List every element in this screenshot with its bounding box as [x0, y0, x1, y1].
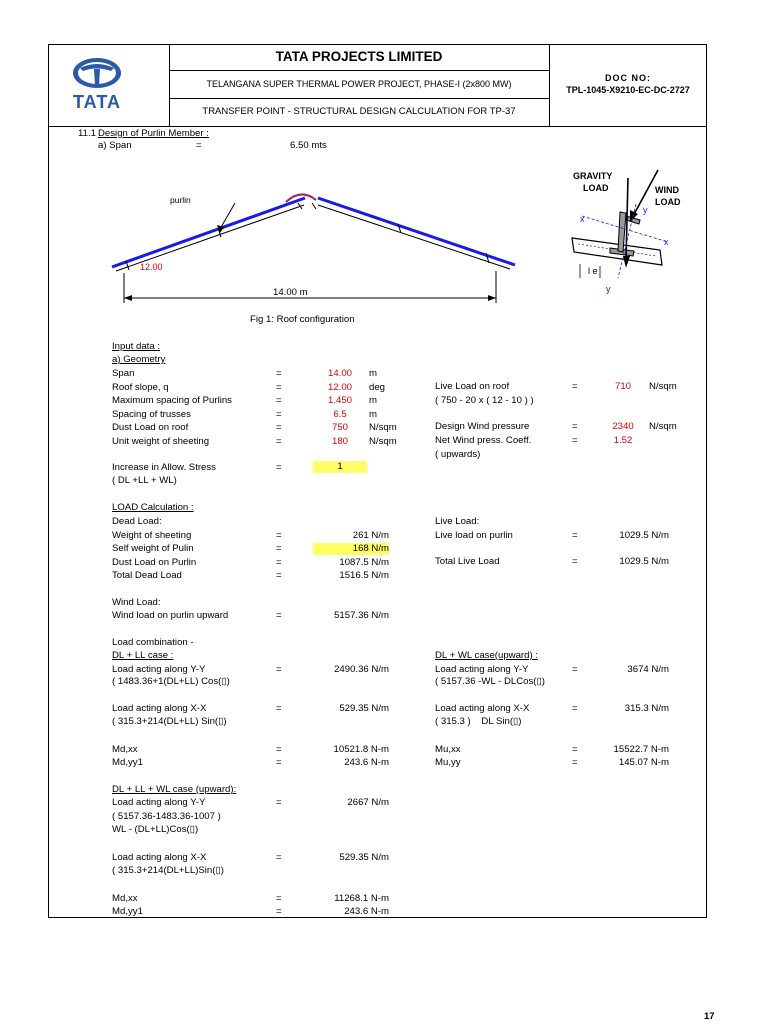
logo-text: TATA: [73, 92, 121, 112]
stress-value: 1: [313, 461, 367, 473]
wind-load-label: LOAD: [655, 197, 681, 207]
dead-load-value: 168 N/m: [313, 543, 389, 555]
dl-wl-muxx-value: 15522.7 N-m: [613, 744, 669, 755]
input-row-unit: m: [369, 408, 377, 420]
input-row-unit: deg: [369, 381, 386, 393]
dead-load-value: 1087.5 N/m: [339, 556, 389, 568]
dead-load-eq: =: [276, 556, 282, 568]
header-bottom-line: [48, 126, 707, 127]
wind-load-value: 5157.36 N/m: [334, 610, 389, 621]
input-row-eq: =: [276, 408, 282, 420]
input-right-eq: =: [572, 421, 578, 432]
section-number: 11.1: [78, 128, 96, 139]
dl-wl-xx-sub: ( 315.3 ) DL Sin(▯): [435, 716, 522, 727]
dl-ll-wl-mdxx-value: 11268.1 N-m: [334, 893, 389, 904]
dl-ll-xx-sub: ( 315.3+214(DL+LL) Sin(▯): [112, 716, 227, 727]
stress-label: Increase in Allow. Stress: [112, 462, 216, 473]
dl-ll-wl-xx-value: 529.35 N/m: [339, 852, 389, 863]
input-row-label: Spacing of trusses: [112, 408, 191, 420]
combo-heading: Load combination -: [112, 637, 194, 648]
input-row-label: Dust Load on roof: [112, 422, 189, 434]
input-right-label: ( upwards): [435, 449, 481, 460]
live-load-eq: =: [572, 556, 578, 567]
input-right-value: 1.52: [613, 435, 633, 446]
le-label: l e: [588, 266, 598, 276]
dl-ll-wl-xx-label: Load acting along X-X: [112, 852, 207, 863]
dl-ll-wl-title: DL + LL + WL case (upward):: [112, 784, 237, 795]
live-load-label: Total Live Load: [435, 556, 500, 567]
dl-ll-wl-xx-eq: =: [276, 852, 282, 863]
dl-ll-mdxx-label: Md,xx: [112, 744, 138, 755]
fig1-caption: Fig 1: Roof configuration: [250, 314, 355, 325]
dl-ll-wl-yy-sub1: ( 5157.36-1483.36-1007 ): [112, 811, 221, 822]
wind-load-eq: =: [276, 610, 282, 621]
section-title: Design of Purlin Member :: [98, 128, 209, 139]
roof-right-rafter: [318, 198, 515, 265]
dead-load-eq: =: [276, 530, 282, 541]
input-row-value: 12.00: [327, 381, 352, 393]
dead-load-label: Weight of sheeting: [112, 530, 192, 541]
live-load-value: 1029.5 N/m: [619, 556, 669, 567]
dl-ll-mdyy-eq: =: [276, 757, 282, 768]
dl-wl-yy-eq: =: [572, 664, 578, 675]
input-right-unit: N/sqm: [649, 421, 677, 432]
input-row-unit: m: [369, 368, 377, 379]
span-label: a) Span: [98, 140, 132, 151]
doc-no-value: TPL-1045-X9210-EC-DC-2727: [566, 85, 690, 95]
input-row-value: 6.5: [333, 408, 347, 420]
stress-eq: =: [276, 462, 282, 473]
span-eq: =: [196, 140, 202, 151]
dl-wl-yy-sub: ( 5157.36 -WL - DLCos(▯): [435, 676, 545, 687]
axis-y-top: y: [643, 205, 648, 215]
dl-ll-yy-label: Load acting along Y-Y: [112, 664, 206, 675]
dl-wl-muyy-eq: =: [572, 757, 578, 768]
wind-label: WIND: [655, 185, 679, 195]
dl-ll-yy-eq: =: [276, 664, 282, 675]
input-row-eq: =: [276, 368, 282, 379]
dl-wl-muyy-label: Mu,yy: [435, 757, 461, 768]
input-row-eq: =: [276, 422, 282, 434]
input-heading: Input data :: [112, 341, 161, 352]
input-row-eq: =: [276, 381, 282, 393]
live-load-value: 1029.5 N/m: [619, 530, 669, 541]
roof-left-rafter: [112, 198, 305, 267]
input-right-label: Design Wind pressure: [435, 421, 530, 432]
dl-wl-muyy-value: 145.07 N-m: [618, 757, 669, 768]
dl-ll-mdyy-value: 243.6 N-m: [344, 757, 389, 768]
document-subject: TRANSFER POINT - STRUCTURAL DESIGN CALCULATION FOR TP-37: [202, 106, 516, 117]
dl-wl-muxx-eq: =: [572, 744, 578, 755]
input-row-label: Maximum spacing of Purlins: [112, 395, 232, 407]
dl-ll-wl-yy-label: Load acting along Y-Y: [112, 797, 206, 808]
load-heading: LOAD Calculation :: [112, 502, 194, 513]
input-row-label: Span: [112, 368, 135, 379]
geometry-heading: a) Geometry: [112, 354, 166, 365]
dl-ll-wl-mdxx-label: Md,xx: [112, 893, 138, 904]
dead-load-label: Total Dead Load: [112, 570, 182, 582]
input-row-eq: =: [276, 436, 282, 447]
dl-ll-mdxx-value: 10521.8 N-m: [333, 744, 389, 755]
input-right-label: Live Load on roof: [435, 381, 510, 392]
input-row-unit: m: [369, 395, 377, 407]
dead-load-eq: =: [276, 570, 282, 582]
input-row-value: 14.00: [327, 368, 352, 379]
roof-width-label: 14.00 m: [273, 287, 308, 298]
dl-ll-wl-xx-sub: ( 315.3+214(DL+LL)Sin(▯): [112, 865, 224, 876]
dl-wl-xx-value: 315.3 N/m: [624, 703, 669, 714]
dead-load-label: Self weight of Pulin: [112, 543, 194, 555]
input-right-value: 710: [614, 381, 631, 392]
page-number: 17: [704, 1011, 715, 1022]
dl-ll-xx-label: Load acting along X-X: [112, 703, 207, 714]
dead-load-label: Dust Load on Purlin: [112, 556, 197, 568]
doc-no-label: DOC NO:: [605, 73, 651, 83]
dl-ll-yy-value: 2490.36 N/m: [334, 664, 389, 675]
live-load-eq: =: [572, 530, 578, 541]
span-value: 6.50 mts: [290, 140, 327, 151]
dl-ll-wl-mdyy-value: 243.6 N-m: [344, 906, 389, 917]
dl-wl-muxx-label: Mu,xx: [435, 744, 461, 755]
dl-ll-mdyy-label: Md,yy1: [112, 757, 143, 768]
dl-ll-wl-mdxx-eq: =: [276, 893, 282, 904]
input-right-value: 2340: [612, 421, 634, 432]
roof-diagram-svg: [100, 185, 530, 305]
dead-load-value: 1516.5 N/m: [339, 570, 389, 582]
gravity-load-label: LOAD: [583, 183, 609, 193]
wind-load-label: Wind load on purlin upward: [112, 610, 229, 621]
input-row-unit: N/sqm: [369, 436, 397, 447]
live-load-label: Live load on purlin: [435, 530, 513, 541]
input-right-eq: =: [572, 435, 578, 446]
gravity-label: GRAVITY: [573, 171, 613, 181]
dl-wl-yy-label: Load acting along Y-Y: [435, 664, 529, 675]
stress-sub: ( DL +LL + WL): [112, 475, 177, 486]
dl-wl-xx-label: Load acting along X-X: [435, 703, 530, 714]
axis-y-bottom: y: [606, 284, 611, 294]
input-right-eq: =: [572, 381, 578, 392]
dl-ll-wl-mdyy-label: Md,yy1: [112, 906, 143, 917]
dl-wl-xx-eq: =: [572, 703, 578, 714]
dl-wl-title: DL + WL case(upward) :: [435, 650, 538, 661]
dl-ll-title: DL + LL case :: [112, 650, 174, 661]
purlin-label: purlin: [170, 195, 191, 205]
dead-load-eq: =: [276, 543, 282, 555]
dead-load-heading: Dead Load:: [112, 516, 162, 527]
dl-wl-yy-value: 3674 N/m: [627, 664, 669, 675]
roof-angle-label: 12.00: [140, 262, 163, 272]
input-row-value: 750: [331, 422, 348, 434]
input-right-unit: N/sqm: [649, 381, 677, 392]
input-row-label: Roof slope, q: [112, 381, 169, 393]
dl-ll-yy-sub: ( 1483.36+1(DL+LL) Cos(▯): [112, 676, 230, 687]
axis-x-left: x: [580, 214, 585, 224]
input-row-value: 1.450: [327, 395, 352, 407]
company-name: TATA PROJECTS LIMITED: [275, 49, 443, 64]
dl-ll-xx-eq: =: [276, 703, 282, 714]
dl-ll-xx-value: 529.35 N/m: [339, 703, 389, 714]
input-row-eq: =: [276, 395, 282, 407]
dl-ll-wl-mdyy-eq: =: [276, 906, 282, 917]
dl-ll-wl-yy-eq: =: [276, 797, 282, 808]
input-right-label: ( 750 - 20 x ( 12 - 10 ) ): [435, 395, 534, 406]
dead-load-value: 261 N/m: [352, 530, 389, 541]
axis-x-right: x: [664, 237, 669, 247]
input-right-label: Net Wind press. Coeff.: [435, 435, 532, 446]
header-divider-row2: [169, 98, 549, 99]
input-row-unit: N/sqm: [369, 422, 397, 434]
dl-ll-wl-yy-value: 2667 N/m: [347, 797, 389, 808]
input-row-value: 180: [331, 436, 348, 447]
header-divider-row1: [169, 70, 549, 71]
input-row-label: Unit weight of sheeting: [112, 436, 210, 447]
roof-diagram: [100, 185, 530, 305]
truss-right-chord: [318, 205, 510, 269]
wind-load-heading: Wind Load:: [112, 597, 161, 608]
dl-ll-wl-yy-sub2: WL - (DL+LL)Cos(▯): [112, 824, 199, 835]
tata-logo: [66, 56, 128, 114]
project-name: TELANGANA SUPER THERMAL POWER PROJECT, PHASE-I (2x800 MW): [206, 79, 512, 89]
live-load-heading: Live Load:: [435, 516, 480, 527]
dl-ll-mdxx-eq: =: [276, 744, 282, 755]
